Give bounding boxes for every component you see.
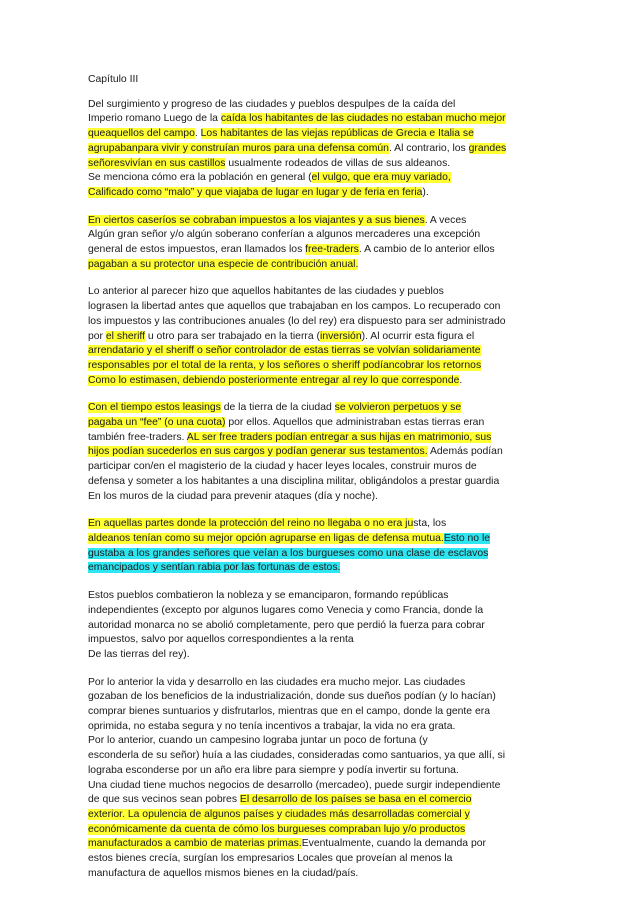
text-line [88,416,550,431]
text-line [88,330,550,345]
text-segment: lograsen la libertad antes que aquellos que trabajaban en los campos. Lo recuperado con [88,301,501,313]
text-segment: Además podían [427,446,503,458]
text-line [88,808,550,823]
text-segment: . Al contrario, los [388,142,469,154]
text-segment: esconderla de su señor) huía a las ciudades, consideradas como santuarios, ya que allí, si [88,750,506,762]
highlighted-text-yellow: pagaba un “fee” (o una cuota) [88,417,226,429]
highlighted-text-yellow: Con el tiempo estos leasings [88,402,221,414]
highlighted-text-yellow: En aquellas partes donde la protección del reino no llegaba o no era ju [88,518,414,530]
highlighted-text-yellow: Como lo estimasen, debiendo posteriormente entregar al rey lo que corresponde [88,374,460,386]
text-line [88,460,550,475]
text-line [88,228,550,243]
text-segment: de la tierra de la ciudad [220,402,335,414]
text-segment: de que sus vecinos sean pobres [88,794,240,806]
text-line [88,112,550,127]
highlighted-text-yellow: pagaban a su protector una especie de contribución anual. [88,258,359,270]
text-segment: manufactura de aquellos mismos bienes en la ciudad/país. [88,867,359,879]
highlighted-text-yellow: aldeanos tenían como su mejor opción agruparse en ligas de defensa mutua. [88,532,444,544]
text-line [88,633,550,648]
highlighted-text-yellow: grandes [468,142,507,154]
text-segment: gozaban de los beneficios de la industrialización, donde sus dueños podían (y lo hacían) [88,691,496,703]
text-line [88,344,550,359]
text-line [88,127,550,142]
document-body [88,98,550,882]
text-line [88,676,550,691]
highlighted-text-yellow: hijos podían sucederlos en sus cargos y podían generar sus testamentos. [88,446,428,458]
text-segment: Del surgimiento y progreso de las ciudades y pueblos despulpes de la caída del [88,98,456,110]
text-segment: Por lo anterior, cuando un campesino lograba juntar un poco de fortuna (y [88,735,428,747]
highlighted-text-yellow: responsables por el total de la renta, y los señores o sheriff podíancobrar los retornos [88,359,482,371]
text-line [88,258,550,273]
text-line [88,705,550,720]
highlighted-text-yellow: AL ser free traders podían entregar a sus hijas en matrimonio, sus [186,431,492,443]
paragraph [88,676,550,882]
paragraph [88,285,550,388]
text-segment: defensa y someter a los habitantes a una disciplina militar, obligándolos a prestar guardia [88,475,500,487]
highlighted-text-yellow: El desarrollo de los países se basa en el comercio [239,794,472,806]
text-line [88,547,550,562]
paragraph [88,517,550,576]
highlighted-text-yellow: exterior. La opulencia de algunos países y ciudades más desarrolladas comercial y [88,808,470,820]
highlighted-text-cyan: gustaba a los grandes señores que veían a los burgueses como una clase de esclavos [88,547,489,559]
text-line [88,749,550,764]
text-segment: Algún gran señor y/o algún soberano conferían a algunos mercaderes una excepción [88,229,481,241]
text-line [88,779,550,794]
text-line [88,285,550,300]
text-line [88,98,550,113]
text-segment: ). [422,186,429,198]
text-line [88,475,550,490]
highlighted-text-yellow: En ciertos caseríos se cobraban impuestos a los viajantes y a sus bienes [88,214,425,226]
text-line [88,648,550,663]
highlighted-text-yellow: queaquellos del campo [88,128,195,140]
paragraph [88,214,550,273]
chapter-title: Capítulo III [88,74,139,85]
text-segment: estos bienes crecía, surgían los empresarios Locales que proveían al menos la [88,853,453,865]
text-segment: también free-traders. [88,431,187,443]
text-line [88,823,550,838]
text-segment: u otro para ser trabajado en la tierra ( [145,330,321,342]
text-segment: En los muros de la ciudad para prevenir ataques (día y noche). [88,490,378,502]
text-segment: los impuestos y las contribuciones anuales (lo del rey) era dispuesto para ser administrado [88,315,506,327]
text-segment: usualmente rodeados de villas de sus aldeanos. [225,157,451,169]
highlighted-text-yellow: caída los habitantes de las ciudades no estaban mucho mejor [220,113,506,125]
highlighted-text-cyan: emancipados y sentían rabia por las fortunas de estos. [88,562,341,574]
text-segment: general de estos impuestos, eran llamados los [88,244,306,256]
text-line [88,214,550,229]
text-line [88,445,550,460]
text-line [88,837,550,852]
text-segment: Una ciudad tiene muchos negocios de desarrollo (mercadeo), puede surgir independiente [88,779,501,791]
text-segment: comprar bienes suntuarios y disfrutarlos, mientras que en el campo, donde la gente era [88,706,490,718]
text-line [88,532,550,547]
text-segment: ). Al ocurrir esta figura el [361,330,475,342]
highlighted-text-yellow: arrendatario y el sheriff o señor controlador de estas tierras se volvían solidariamente [88,345,481,357]
text-segment: De las tierras del rey). [88,648,190,660]
text-segment: por [88,330,106,342]
highlighted-text-yellow: Calificado como “malo” y que viajaba de lugar en lugar y de feria en feria [88,186,423,198]
text-line [88,690,550,705]
highlighted-text-yellow: señoresvivían en sus castillos [88,157,226,169]
text-segment: Eventualmente, cuando la demanda por [301,838,486,850]
text-line [88,171,550,186]
text-segment: impuestos, salvo por aquellos correspondientes a la renta [88,634,354,646]
text-line [88,243,550,258]
paragraph [88,98,550,201]
text-line [88,490,550,505]
highlighted-text-yellow: el vulgo, que era muy variado, [311,172,451,184]
highlighted-text-yellow: se volvieron perpetuos y se [334,402,462,414]
text-line [88,867,550,882]
text-segment: . A cambio de lo anterior ellos [358,244,495,256]
text-line [88,852,550,867]
text-segment: por ellos. Aquellos que administraban estas tierras eran [225,417,485,429]
text-line [88,142,550,157]
text-line [88,619,550,634]
text-line [88,734,550,749]
text-segment: oprimida, no estaba segura y no tenía incentivos a trabajar, la vida no era grata. [88,720,456,732]
text-segment: sta, los [413,518,447,530]
text-segment: Lo anterior al parecer hizo que aquellos habitantes de las ciudades y pueblos [88,286,444,298]
text-line [88,401,550,416]
document-page [88,73,550,894]
text-segment: Por lo anterior la vida y desarrollo en las ciudades era mucho mejor. Las ciudades [88,676,466,688]
highlighted-text-yellow: Los habitantes de las viejas repúblicas de Grecia e Italia se [200,128,474,140]
text-segment: Imperio romano Luego de la [88,113,221,125]
highlighted-text-yellow: manufacturados a cambio de materias primas. [88,838,302,850]
text-line [88,517,550,532]
highlighted-text-yellow: el sheriff [105,330,145,342]
text-line [88,604,550,619]
highlighted-text-yellow: agrupabanpara vivir y construían muros para una defensa común [88,142,389,154]
text-segment: . A veces [424,214,467,226]
text-segment: Se menciona cómo era la población en general ( [88,172,312,184]
text-line [88,561,550,576]
text-line [88,315,550,330]
text-line [88,359,550,374]
highlighted-text-yellow: inversión [320,330,362,342]
text-line [88,793,550,808]
text-line [88,157,550,172]
text-line [88,374,550,389]
text-line [88,300,550,315]
text-line [88,589,550,604]
highlighted-text-yellow: económicamente da cuenta de cómo los burgueses compraban lujo y/o productos [88,823,466,835]
text-segment: autoridad monarca no se abolió completamente, pero que perdió la fuerza para cobrar [88,619,485,631]
text-segment: Estos pueblos combatieron la nobleza y se emanciparon, formando repúblicas [88,590,449,602]
text-segment: participar con/en el magisterio de la ciudad y hacer leyes locales, construir muros de [88,461,477,473]
text-segment: independientes (excepto por algunos lugares como Venecia y como Francia, donde la [88,604,484,616]
paragraph [88,401,550,504]
paragraph [88,589,550,663]
text-line [88,431,550,446]
text-line [88,720,550,735]
text-segment: . [459,374,463,386]
highlighted-text-yellow: free-traders [305,244,359,256]
highlighted-text-cyan: Esto no le [443,532,491,544]
text-line [88,186,550,201]
text-segment: . [194,128,201,140]
text-segment: lograba esconderse por un año era libre para siempre y podía invertir su fortuna. [88,764,459,776]
text-line [88,764,550,779]
